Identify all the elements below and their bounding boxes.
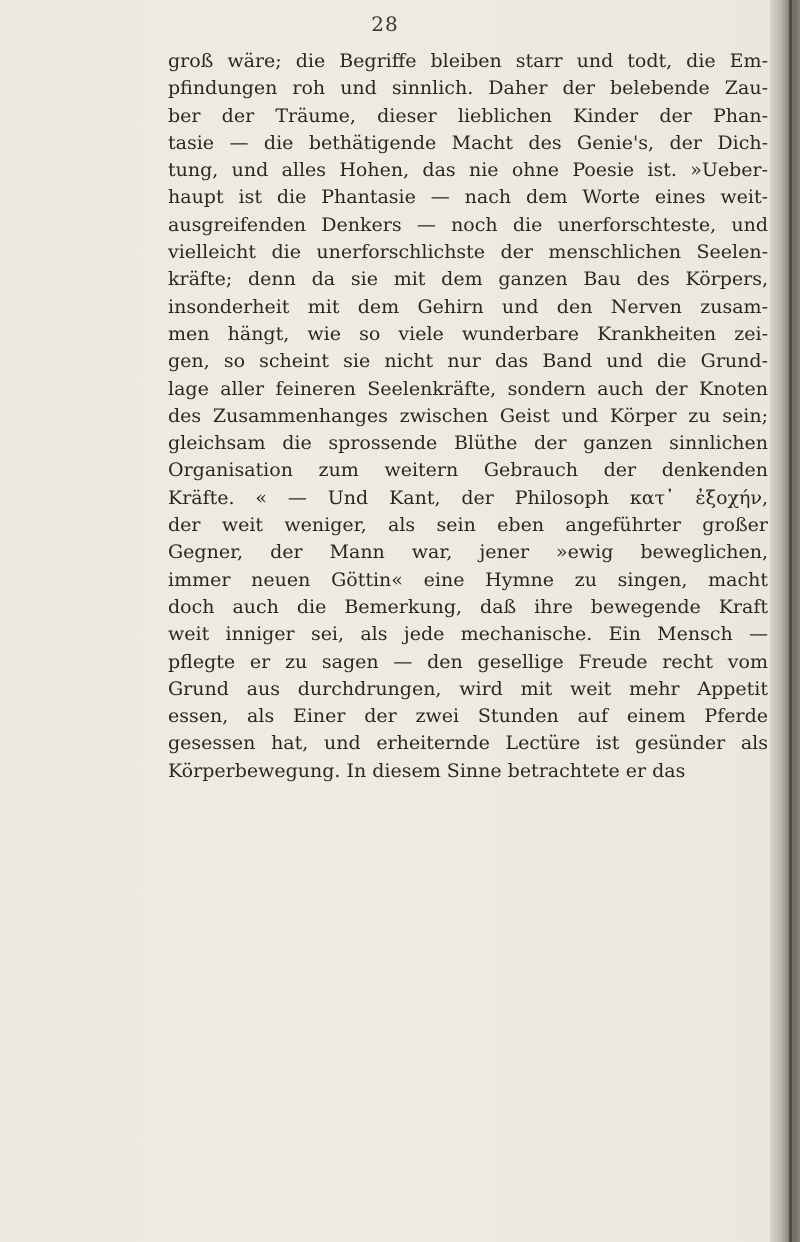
text-line: weit inniger sei, als jede mechanische. Ein Mensch — (168, 623, 768, 646)
text-line: ber der Träume, dieser lieblichen Kinder der Phan- (168, 104, 768, 127)
text-line: haupt ist die Phantasie — nach dem Worte eines weit- (168, 186, 768, 209)
book-spine-edge (770, 0, 800, 1242)
text-line: Körperbewegung. In diesem Sinne betrachtete er das (168, 759, 686, 782)
text-line: Kräfte. « — Und Kant, der Philosoph κατ᾽ ἐξοχήν, (168, 486, 768, 509)
text-line: Organisation zum weitern Gebrauch der denkenden (168, 459, 768, 482)
text-line: groß wäre; die Begriffe bleiben starr und todt, die Em- (168, 50, 768, 72)
text-line: tasie — die bethätigende Macht des Genie's, der Dich- (168, 131, 768, 154)
page-number: 28 (371, 12, 399, 36)
text-line: Grund aus durchdrungen, wird mit weit mehr Appetit (168, 677, 768, 700)
text-line: Gegner, der Mann war, jener »ewig beweglichen, (168, 541, 768, 564)
text-line: pfindungen roh und sinnlich. Daher der belebende Zau- (168, 77, 768, 100)
text-line: des Zusammenhanges zwischen Geist und Körper zu sein; (168, 404, 768, 427)
text-line: doch auch die Bemerkung, daß ihre bewegende Kraft (168, 595, 768, 618)
text-line: insonderheit mit dem Gehirn und den Nerven zusam- (168, 295, 768, 318)
text-line: ausgreifenden Denkers — noch die unerforschteste, und (168, 213, 768, 236)
text-line: essen, als Einer der zwei Stunden auf einem Pferde (168, 705, 768, 728)
spine-shadow-line (789, 0, 792, 1242)
text-line: der weit weniger, als sein eben angeführter großer (168, 514, 768, 537)
text-line: immer neuen Göttin« eine Hymne zu singen, macht (168, 568, 768, 591)
body-text (168, 48, 768, 785)
text-line: tung, und alles Hohen, das nie ohne Poesie ist. »Ueber- (168, 159, 768, 182)
text-line: gesessen hat, und erheiternde Lectüre ist gesünder als (168, 732, 768, 755)
text-line: gen, so scheint sie nicht nur das Band und die Grund- (168, 350, 768, 373)
text-line: men hängt, wie so viele wunderbare Krankheiten zei- (168, 322, 768, 345)
text-line: kräfte; denn da sie mit dem ganzen Bau des Körpers, (168, 268, 768, 291)
text-line: lage aller feineren Seelenkräfte, sondern auch der Knoten (168, 377, 768, 400)
text-line: pflegte er zu sagen — den gesellige Freude recht vom (168, 650, 768, 673)
text-line: vielleicht die unerforschlichste der menschlichen Seelen- (168, 241, 768, 264)
text-line: gleichsam die sprossende Blüthe der ganzen sinnlichen (168, 432, 768, 455)
